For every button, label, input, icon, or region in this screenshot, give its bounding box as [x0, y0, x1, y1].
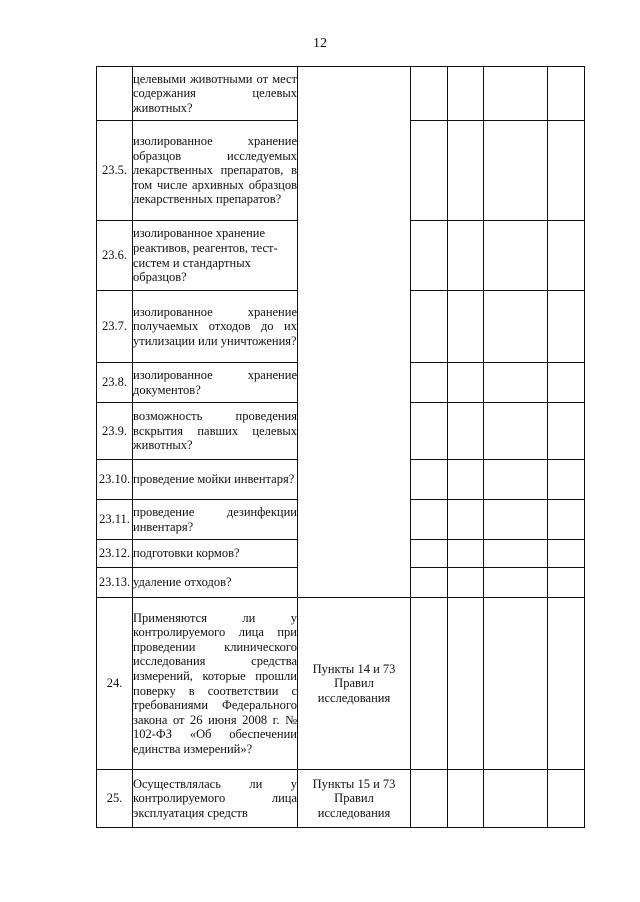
table-row: [97, 67, 585, 121]
answer-no-cell: [448, 540, 484, 568]
row-number: 23.13.: [97, 568, 133, 598]
note-cell: [548, 460, 585, 500]
answer-na-cell: [484, 770, 548, 828]
row-question: изолированное хранение образцов исследуемых лекарственных препаратов, в том числе архивных образцов лекарственных препаратов?: [133, 121, 298, 221]
answer-na-cell: [484, 291, 548, 363]
row-question: Применяются ли у контролируемого лица при проведении клинического исследования средства измерений, которые прошли поверку в соответствии с требованиями Федерального закона от 26 июня 2008 г. № 102-ФЗ «Об обеспечении единства измерений»?: [133, 598, 298, 770]
answer-no-cell: [448, 403, 484, 460]
answer-yes-cell: [411, 121, 448, 221]
answer-yes-cell: [411, 540, 448, 568]
answer-yes-cell: [411, 363, 448, 403]
row-number: 23.10.: [97, 460, 133, 500]
row-question: удаление отходов?: [133, 568, 298, 598]
row-question: изолированное хранение реактивов, реагентов, тест-систем и стандартных образцов?: [133, 221, 298, 291]
note-cell: [548, 67, 585, 121]
row-number: 23.9.: [97, 403, 133, 460]
checklist-table: [96, 66, 585, 828]
row-number: 23.11.: [97, 500, 133, 540]
answer-na-cell: [484, 67, 548, 121]
answer-no-cell: [448, 121, 484, 221]
answer-no-cell: [448, 568, 484, 598]
note-cell: [548, 770, 585, 828]
row-question: Осуществлялась ли у контролируемого лица эксплуатация средств: [133, 770, 298, 828]
row-number: [97, 67, 133, 121]
row-question: возможность проведения вскрытия павших целевых животных?: [133, 403, 298, 460]
answer-yes-cell: [411, 500, 448, 540]
answer-yes-cell: [411, 770, 448, 828]
answer-na-cell: [484, 568, 548, 598]
requirements-cell: Пункты 15 и 73 Правил исследования: [298, 770, 411, 828]
answer-na-cell: [484, 460, 548, 500]
answer-na-cell: [484, 221, 548, 291]
row-question: изолированное хранение документов?: [133, 363, 298, 403]
answer-yes-cell: [411, 67, 448, 121]
row-number: 23.6.: [97, 221, 133, 291]
row-number: 25.: [97, 770, 133, 828]
answer-yes-cell: [411, 598, 448, 770]
answer-no-cell: [448, 291, 484, 363]
row-question: подготовки кормов?: [133, 540, 298, 568]
answer-no-cell: [448, 500, 484, 540]
answer-na-cell: [484, 500, 548, 540]
answer-na-cell: [484, 403, 548, 460]
answer-yes-cell: [411, 403, 448, 460]
answer-na-cell: [484, 121, 548, 221]
note-cell: [548, 363, 585, 403]
page-number: 12: [313, 36, 327, 51]
answer-no-cell: [448, 770, 484, 828]
note-cell: [548, 221, 585, 291]
answer-yes-cell: [411, 221, 448, 291]
note-cell: [548, 540, 585, 568]
row-question: изолированное хранение получаемых отходов до их утилизации или уничтожения?: [133, 291, 298, 363]
note-cell: [548, 568, 585, 598]
note-cell: [548, 403, 585, 460]
answer-yes-cell: [411, 291, 448, 363]
row-number: 23.12.: [97, 540, 133, 568]
row-question: проведение мойки инвентаря?: [133, 460, 298, 500]
answer-yes-cell: [411, 460, 448, 500]
answer-no-cell: [448, 598, 484, 770]
answer-no-cell: [448, 67, 484, 121]
answer-no-cell: [448, 221, 484, 291]
answer-na-cell: [484, 598, 548, 770]
row-number: 23.5.: [97, 121, 133, 221]
answer-na-cell: [484, 540, 548, 568]
row-number: 23.7.: [97, 291, 133, 363]
answer-no-cell: [448, 363, 484, 403]
answer-yes-cell: [411, 568, 448, 598]
row-number: 23.8.: [97, 363, 133, 403]
requirements-cell: [298, 67, 411, 598]
row-number: 24.: [97, 598, 133, 770]
answer-na-cell: [484, 363, 548, 403]
table-row: [97, 770, 585, 828]
row-question: целевыми животными от мест содержания целевых животных?: [133, 67, 298, 121]
note-cell: [548, 121, 585, 221]
table-row: [97, 598, 585, 770]
note-cell: [548, 291, 585, 363]
requirements-cell: Пункты 14 и 73 Правил исследования: [298, 598, 411, 770]
answer-no-cell: [448, 460, 484, 500]
row-question: проведение дезинфекции инвентаря?: [133, 500, 298, 540]
note-cell: [548, 598, 585, 770]
note-cell: [548, 500, 585, 540]
